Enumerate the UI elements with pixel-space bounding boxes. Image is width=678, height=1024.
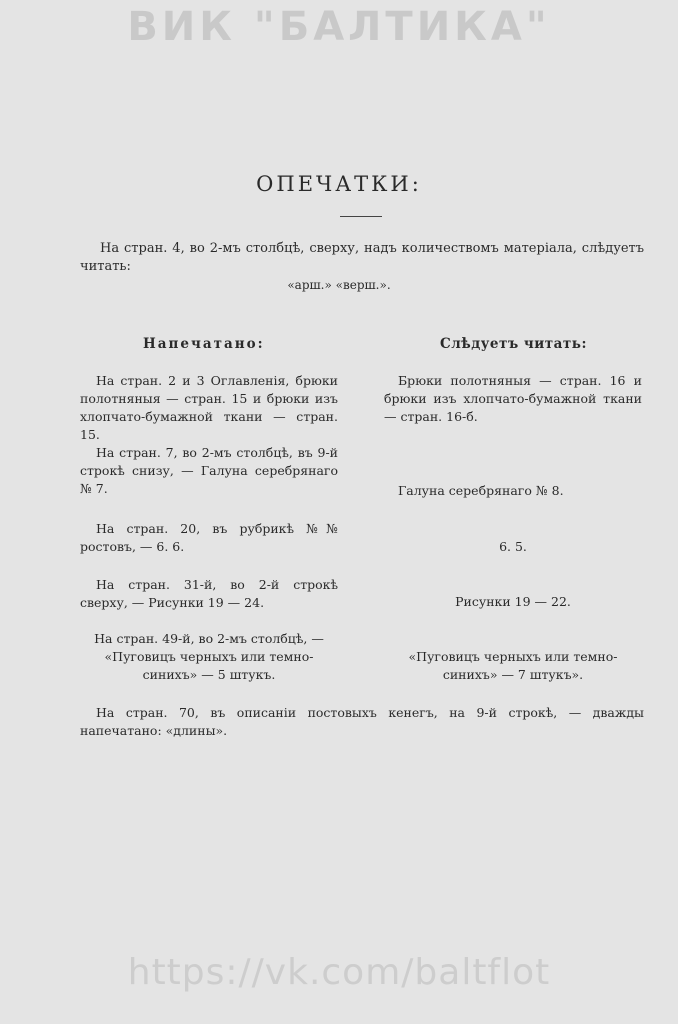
- correction-entry-4: Рисунки 19 — 22.: [455, 594, 571, 609]
- printed-column-header: Напечатано:: [143, 336, 265, 352]
- page-title: ОПЕЧАТКИ:: [256, 172, 422, 196]
- printed-entry-4: На стран. 31-й, во 2-й строкѣ сверху, — Рисунки 19 — 24.: [80, 577, 338, 610]
- watermark-top: ВИК "БАЛТИКА": [127, 4, 551, 50]
- correction-entry-2: Галуна серебрянаго № 8.: [398, 483, 564, 498]
- correction-entry-1: Брюки полотняныя — стран. 16 и брюки изъ хлопчато-бумажной ткани — стран. 16-б.: [384, 373, 642, 424]
- watermark-bottom: https://vk.com/baltflot: [127, 952, 551, 993]
- printed-entry-5: На стран. 49-й, во 2-мъ столбцѣ, — «Пуговицъ черныхъ или темно-синихъ» — 5 штукъ.: [94, 631, 324, 682]
- correction-entry-5: «Пуговицъ черныхъ или темно-синихъ» — 7 штукъ».: [408, 649, 618, 682]
- title-divider: [340, 216, 382, 217]
- footer-paragraph: На стран. 70, въ описаніи постовыхъ кенегъ, на 9-й строкѣ, — дважды напечатано: «длины».: [80, 705, 644, 738]
- intro-paragraph: На стран. 4, во 2-мъ столбцѣ, сверху, надъ количествомъ матеріала, слѣдуетъ читать:: [80, 241, 644, 274]
- correction-column-header: Слѣдуетъ читать:: [440, 336, 587, 352]
- correction-entry-3: 6. 5.: [499, 539, 527, 554]
- printed-entry-3: На стран. 20, въ рубрикѣ №№ ростовъ, — 6. 6.: [80, 521, 338, 554]
- printed-entry-1: На стран. 2 и 3 Оглавленія, брюки полотняныя — стран. 15 и брюки изъ хлопчато-бумажной ткани — стран. 15.: [80, 373, 338, 442]
- printed-entry-2: На стран. 7, во 2-мъ столбцѣ, въ 9-й строкѣ снизу, — Галуна серебрянаго № 7.: [80, 445, 338, 496]
- abbreviations: «арш.» «верш.».: [287, 278, 391, 292]
